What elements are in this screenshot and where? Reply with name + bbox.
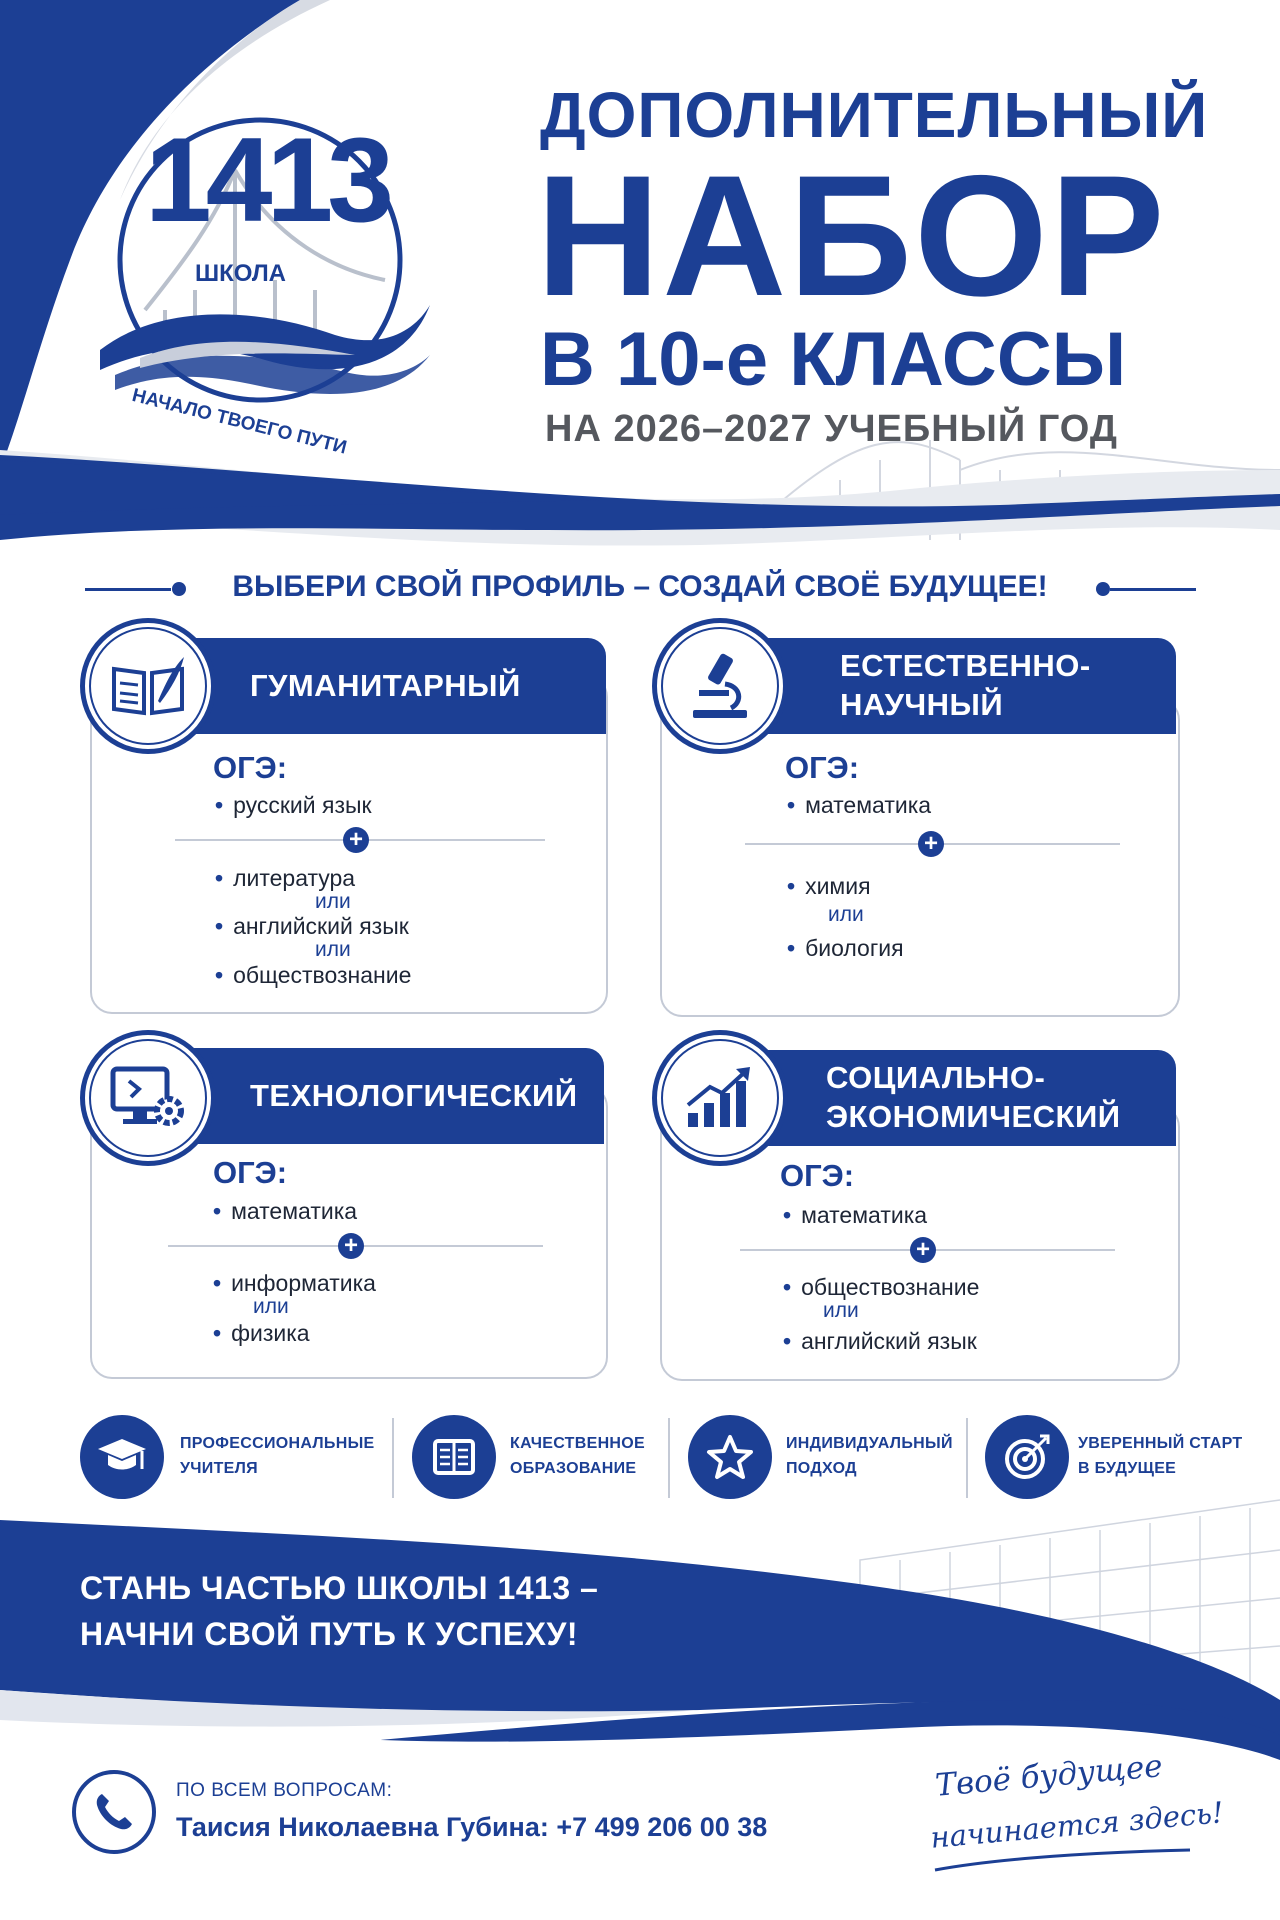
subject-item (783, 1274, 979, 1301)
feature-line-1: УВЕРЕННЫЙ СТАРТ (1078, 1435, 1243, 1452)
cta-line-1: СТАНЬ ЧАСТЬЮ ШКОЛЫ 1413 – (80, 1570, 599, 1606)
profile-title-line-2: ЭКОНОМИЧЕСКИЙ (826, 1099, 1121, 1134)
logo-number: 1413 (145, 113, 388, 247)
subject-item (213, 1198, 357, 1225)
plus-sign: + (338, 1233, 364, 1259)
growth-chart-icon (652, 1030, 788, 1166)
signature-line-2: начинается здесь! (929, 1795, 1225, 1855)
book-quill-icon (80, 618, 216, 754)
bullet: • (783, 1328, 792, 1354)
cta-line-2: НАЧНИ СВОЙ ПУТЬ К УСПЕХУ! (80, 1616, 578, 1653)
graduation-cap-icon (80, 1415, 164, 1499)
contact-label: ПО ВСЕМ ВОПРОСАМ: (176, 1780, 393, 1801)
subject-item (213, 1270, 376, 1297)
subject-text: русский язык (233, 792, 372, 818)
bullet: • (213, 1270, 222, 1296)
feature-line-2: УЧИТЕЛЯ (180, 1459, 258, 1477)
subject-item (215, 865, 355, 892)
subject-item (783, 1202, 927, 1229)
call-to-action (80, 1565, 598, 1658)
profile-title-line-1: ЕСТЕСТВЕННО- (840, 648, 1091, 684)
target-icon (985, 1415, 1069, 1499)
profile-title: ТЕХНОЛОГИЧЕСКИЙ (250, 1077, 578, 1113)
subject-item (787, 792, 931, 819)
header-line-1: ДОПОЛНИТЕЛЬНЫЙ (540, 79, 1209, 151)
subject-text: информатика (231, 1270, 376, 1296)
or-label: или (315, 890, 351, 913)
bullet: • (215, 913, 224, 939)
plus-sign: + (910, 1237, 936, 1263)
slogan-line-right (1110, 588, 1196, 591)
subject-text: английский язык (233, 913, 409, 939)
subject-text: обществознание (801, 1274, 980, 1300)
star-icon (688, 1415, 772, 1499)
computer-gear-icon (80, 1030, 216, 1166)
subject-text: математика (801, 1202, 928, 1228)
profile-title-line-2: НАУЧНЫЙ (840, 687, 1004, 722)
subject-text: обществознание (233, 962, 412, 988)
phone-icon (72, 1770, 156, 1854)
bullet: • (215, 792, 224, 818)
subject-item (787, 935, 904, 962)
contact-phone[interactable]: Таисия Николаевна Губина: +7 499 206 00 38 (176, 1812, 768, 1842)
bullet: • (783, 1202, 792, 1228)
profile-tab-technological (170, 1048, 604, 1144)
signature-line-1: Твоё будущее (933, 1748, 1164, 1804)
plus-sign: + (918, 831, 944, 857)
header-line-2: НАБОР (536, 140, 1167, 332)
feature-divider (966, 1418, 968, 1498)
exam-label: ОГЭ: (785, 750, 860, 785)
subject-text: математика (231, 1198, 358, 1224)
subject-item (783, 1328, 977, 1355)
feature-line-2: ПОДХОД (786, 1459, 857, 1477)
bullet: • (787, 935, 796, 961)
subject-text: литература (233, 865, 356, 891)
or-label: или (823, 1299, 859, 1322)
or-label: или (253, 1295, 289, 1318)
feature-label (1078, 1432, 1242, 1482)
header-line-3: В 10-е КЛАССЫ (540, 317, 1127, 402)
bullet: • (215, 865, 224, 891)
open-book-icon (412, 1415, 496, 1499)
subject-item (215, 962, 411, 989)
profile-tab-humanities (170, 638, 606, 734)
feature-line-1: ИНДИВИДУАЛЬНЫЙ (786, 1435, 953, 1452)
feature-label (510, 1432, 645, 1482)
subject-item (787, 873, 871, 900)
plus-sign: + (343, 827, 369, 853)
bullet: • (213, 1198, 222, 1224)
feature-divider (392, 1418, 394, 1498)
exam-label: ОГЭ: (780, 1158, 855, 1193)
feature-line-1: КАЧЕСТВЕННОЕ (510, 1435, 645, 1452)
header-line-4: НА 2026–2027 УЧЕБНЫЙ ГОД (545, 408, 1118, 450)
bullet: • (783, 1274, 792, 1300)
feature-label (180, 1432, 375, 1482)
or-label: или (828, 903, 864, 926)
subject-item (213, 1320, 310, 1347)
bullet: • (213, 1320, 222, 1346)
feature-divider (668, 1418, 670, 1498)
profile-title: ГУМАНИТАРНЫЙ (250, 667, 521, 703)
slogan: ВЫБЕРИ СВОЙ ПРОФИЛЬ – СОЗДАЙ СВОЁ БУДУЩЕЕ! (232, 570, 1048, 603)
profile-tab-socio-economic (740, 1050, 1176, 1146)
profile-tab-science (740, 638, 1176, 734)
exam-label: ОГЭ: (213, 1155, 288, 1190)
profile-title-line-1: СОЦИАЛЬНО- (826, 1060, 1046, 1096)
subject-text: химия (805, 873, 871, 899)
school-logo (85, 110, 435, 459)
bullet: • (215, 962, 224, 988)
or-label: или (315, 938, 351, 961)
feature-line-2: ОБРАЗОВАНИЕ (510, 1459, 637, 1477)
feature-label (786, 1432, 953, 1482)
microscope-icon (652, 618, 788, 754)
feature-line-1: ПРОФЕССИОНАЛЬНЫЕ (180, 1435, 375, 1452)
subject-text: физика (231, 1320, 310, 1346)
logo-motto: НАЧАЛО ТВОЕГО ПУТИ (129, 385, 349, 459)
subject-item (215, 792, 372, 819)
bullet: • (787, 873, 796, 899)
subject-text: английский язык (801, 1328, 977, 1354)
slogan-dot-right (1096, 582, 1110, 596)
subject-text: биология (805, 935, 904, 961)
subject-item (215, 913, 409, 940)
logo-school-label: ШКОЛА (195, 260, 287, 287)
subject-text: математика (805, 792, 932, 818)
exam-label: ОГЭ: (213, 750, 288, 785)
bullet: • (787, 792, 796, 818)
feature-line-2: В БУДУЩЕЕ (1078, 1459, 1177, 1477)
